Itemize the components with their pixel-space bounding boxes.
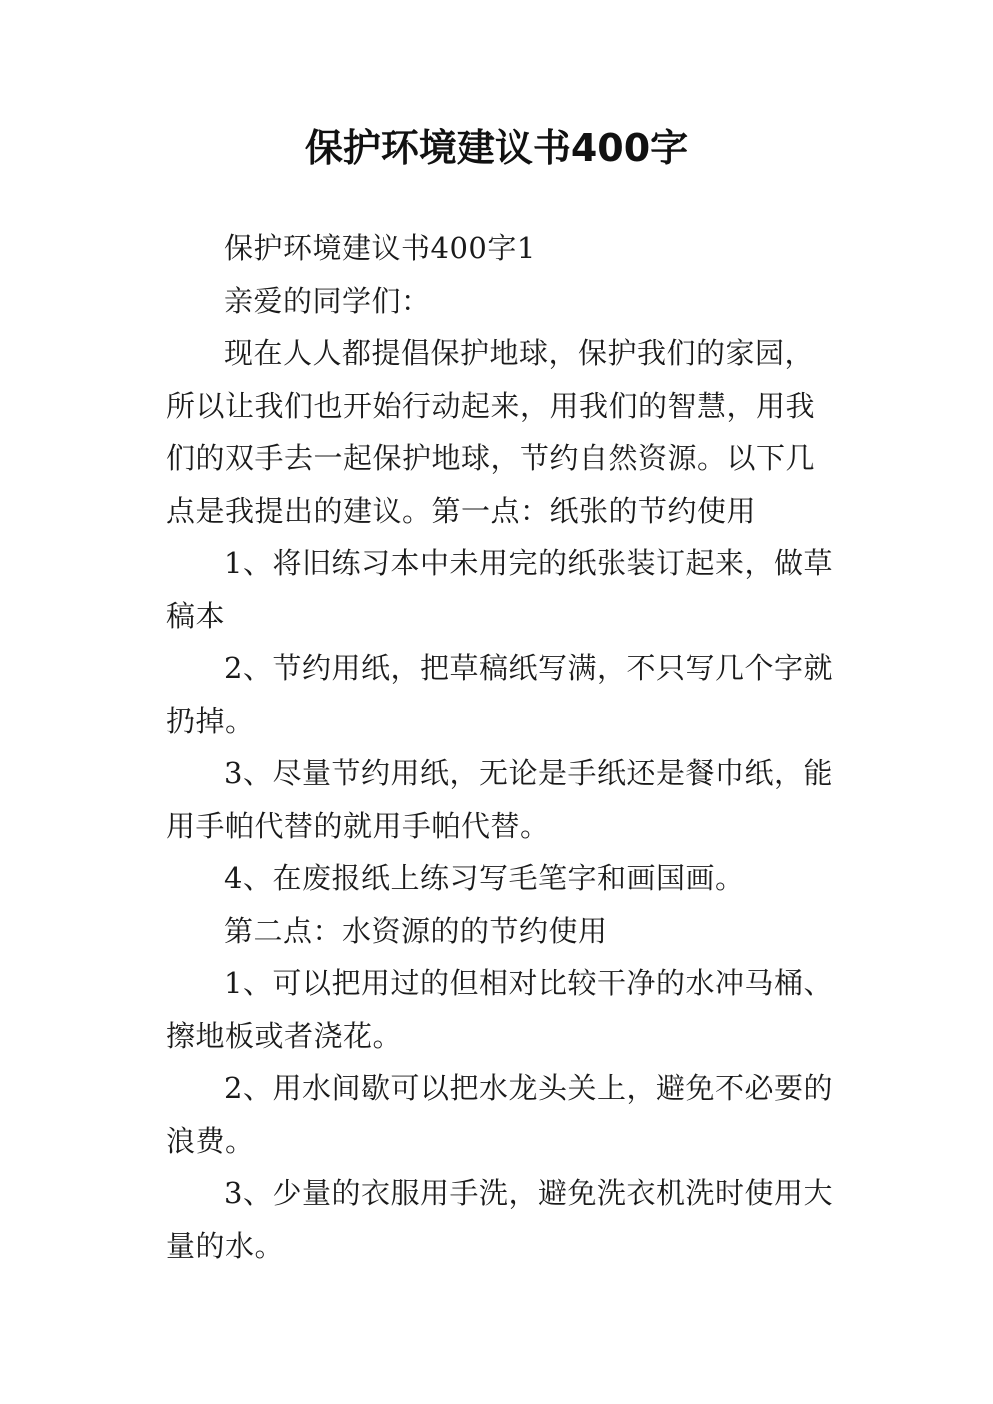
paragraph-intro: 现在人人都提倡保护地球，保护我们的家园，所以让我们也开始行动起来，用我们的智慧，用我们的双手去一起保护地球，节约自然资源。以下几点是我提出的建议。第一点：纸张的节约使用 bbox=[166, 336, 816, 528]
paragraph-item: 1、可以把用过的但相对比较干净的水冲马桶、擦地板或者浇花。 bbox=[166, 966, 833, 1053]
paragraph-salutation: 亲爱的同学们： bbox=[224, 283, 431, 318]
document-body bbox=[166, 222, 834, 1272]
paragraph-item: 3、少量的衣服用手洗，避免洗衣机洗时使用大量的水。 bbox=[166, 1176, 833, 1263]
paragraph-item: 2、用水间歇可以把水龙头关上，避免不必要的浪费。 bbox=[166, 1071, 833, 1158]
paragraph-item: 2、节约用纸，把草稿纸写满，不只写几个字就扔掉。 bbox=[166, 651, 833, 738]
paragraph-item: 3、尽量节约用纸，无论是手纸还是餐巾纸，能用手帕代替的就用手帕代替。 bbox=[166, 756, 833, 843]
document-title: 保护环境建议书400字 bbox=[304, 126, 689, 170]
paragraph-section-heading: 第二点：水资源的的节约使用 bbox=[224, 913, 608, 948]
paragraph-item: 1、将旧练习本中未用完的纸张装订起来，做草稿本 bbox=[166, 546, 833, 633]
paragraph-heading: 保护环境建议书400字1 bbox=[224, 231, 536, 265]
paragraph-item: 4、在废报纸上练习写毛笔字和画国画。 bbox=[224, 861, 745, 895]
